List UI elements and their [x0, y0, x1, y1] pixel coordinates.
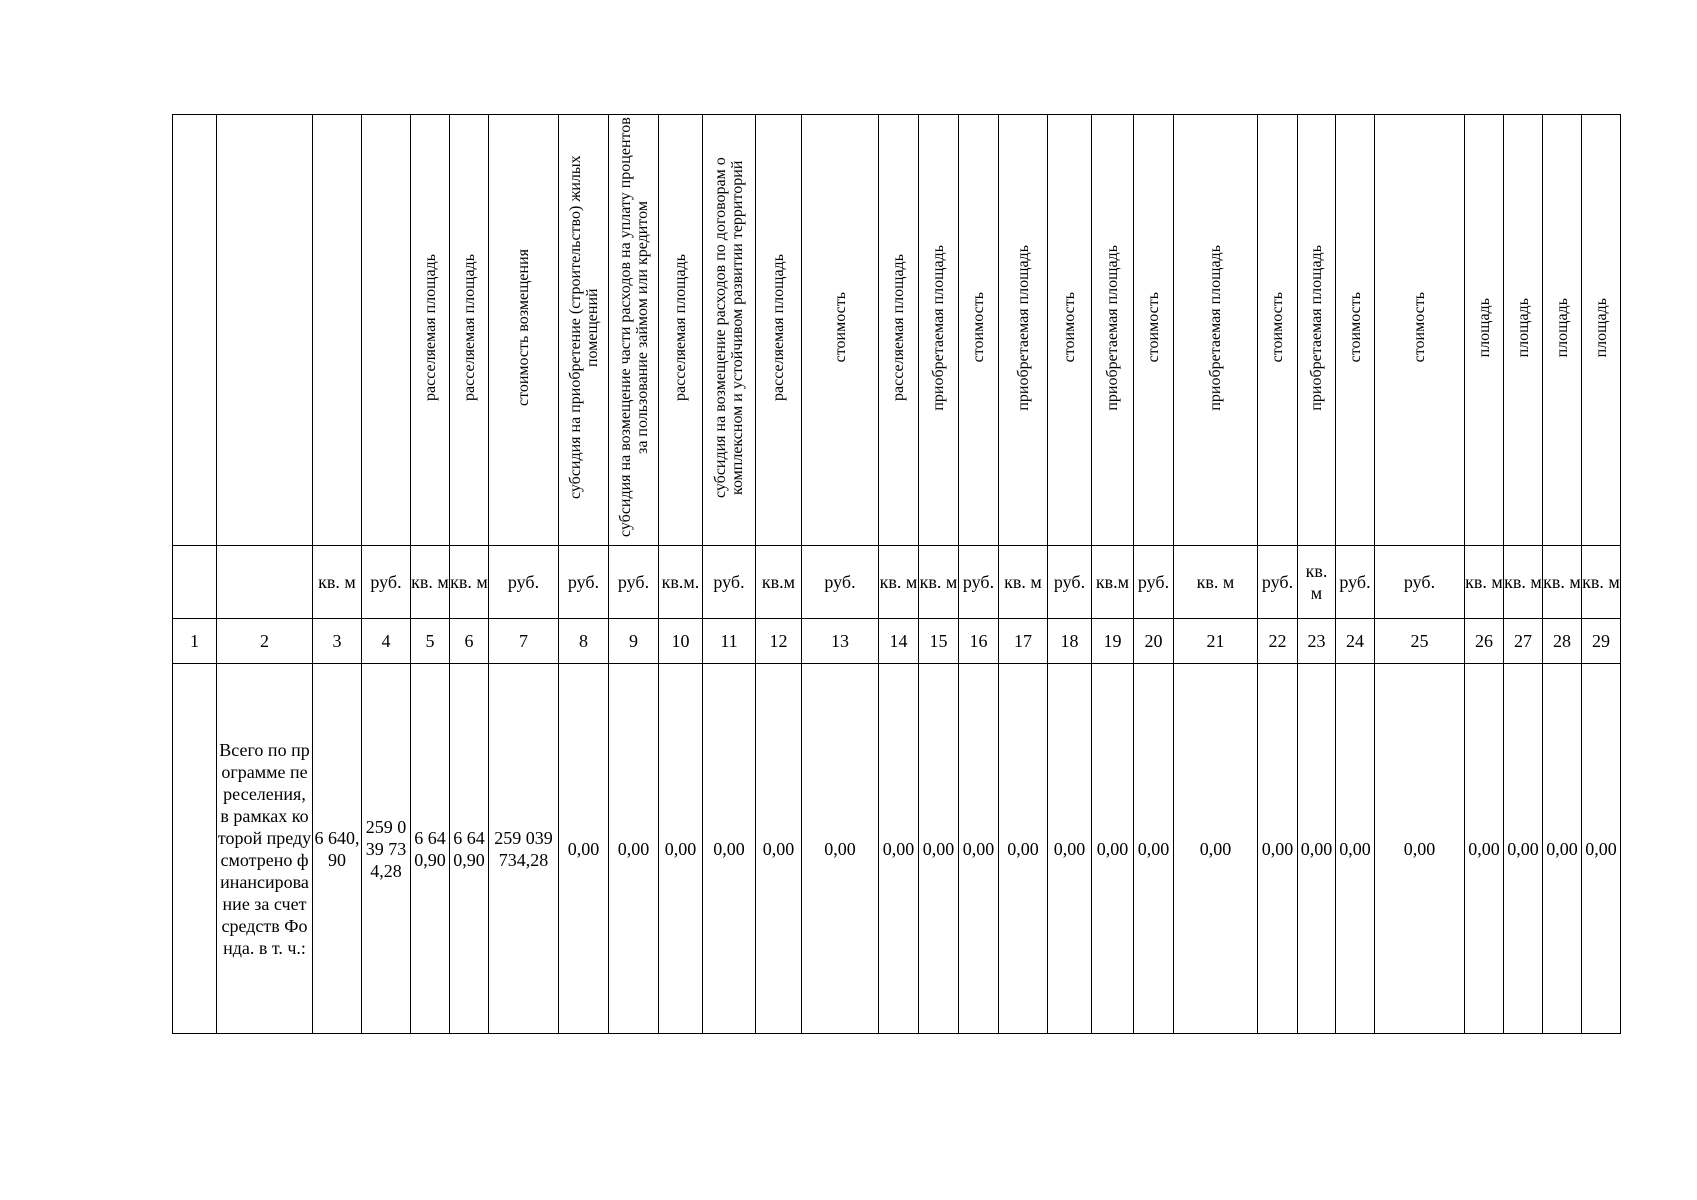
column-number-cell: 22: [1258, 619, 1298, 664]
column-number-cell: 18: [1048, 619, 1092, 664]
value-cell: 6 640,90: [450, 664, 489, 1034]
column-number-cell: 11: [703, 619, 756, 664]
column-number-cell: 14: [879, 619, 919, 664]
unit-cell: кв.м: [756, 546, 802, 619]
unit-cell: кв. м: [313, 546, 362, 619]
header-label: приобретаемая площадь: [1104, 244, 1121, 411]
header-label: расселяемая площадь: [672, 254, 689, 401]
column-number-row: [173, 619, 1621, 664]
value-cell: 0,00: [659, 664, 703, 1034]
column-number-cell: 28: [1543, 619, 1582, 664]
header-cell: [879, 115, 919, 546]
column-number-cell: 2: [217, 619, 313, 664]
header-cell: [1092, 115, 1134, 546]
unit-cell: кв. м: [999, 546, 1048, 619]
unit-cell: руб.: [1336, 546, 1375, 619]
column-number-cell: 3: [313, 619, 362, 664]
header-label: стоимость: [1145, 292, 1162, 363]
value-cell: 0,00: [1543, 664, 1582, 1034]
column-number-cell: 7: [489, 619, 559, 664]
header-cell: [313, 115, 362, 546]
header-label: приобретаемая площадь: [1014, 244, 1032, 411]
unit-cell: кв. м: [919, 546, 959, 619]
unit-cell: кв. м: [411, 546, 450, 619]
header-cell: [659, 115, 703, 546]
value-cell: 0,00: [1375, 664, 1465, 1034]
header-label: субсидия на приобретение (строительство) жилых помещений: [566, 155, 601, 500]
unit-cell: кв. м: [1465, 546, 1504, 619]
header-label: площадь: [1553, 297, 1571, 358]
value-cell: 0,00: [1134, 664, 1174, 1034]
column-number-cell: 5: [411, 619, 450, 664]
column-number-cell: 27: [1504, 619, 1543, 664]
column-number-cell: 19: [1092, 619, 1134, 664]
value-cell: 259 039 734,28: [362, 664, 411, 1034]
column-number-cell: 10: [659, 619, 703, 664]
header-cell: [919, 115, 959, 546]
value-cell: 0,00: [879, 664, 919, 1034]
header-cell: [1174, 115, 1258, 546]
header-label: расселяемая площадь: [421, 254, 439, 401]
column-number-cell: 15: [919, 619, 959, 664]
unit-cell: руб.: [959, 546, 999, 619]
unit-cell: руб.: [1375, 546, 1465, 619]
header-cell: [959, 115, 999, 546]
column-number-cell: 26: [1465, 619, 1504, 664]
column-number-cell: 16: [959, 619, 999, 664]
header-label: приобретаемая площадь: [1308, 244, 1325, 411]
header-cell: [802, 115, 879, 546]
header-cell: [1375, 115, 1465, 546]
unit-cell: кв. м: [1543, 546, 1582, 619]
header-label: стоимость: [831, 292, 849, 363]
header-cell: [411, 115, 450, 546]
header-cell: [362, 115, 411, 546]
value-cell: 6 640,90: [411, 664, 450, 1034]
column-number-cell: 1: [173, 619, 217, 664]
unit-cell: руб.: [362, 546, 411, 619]
column-number-cell: 6: [450, 619, 489, 664]
column-number-cell: 9: [609, 619, 659, 664]
unit-cell: руб.: [703, 546, 756, 619]
value-cell: 0,00: [1582, 664, 1621, 1034]
value-cell: 0,00: [1048, 664, 1092, 1034]
value-cell: 0,00: [703, 664, 756, 1034]
header-cell: [1336, 115, 1375, 546]
value-cell: 0,00: [1092, 664, 1134, 1034]
header-label: стоимость: [1269, 292, 1286, 363]
header-cell: [1543, 115, 1582, 546]
unit-cell: кв. м: [1582, 546, 1621, 619]
header-cell: [1134, 115, 1174, 546]
data-table: [172, 114, 1621, 1034]
header-cell: [1504, 115, 1543, 546]
unit-cell: кв.м: [1092, 546, 1134, 619]
header-label: приобретаемая площадь: [1207, 244, 1224, 411]
value-cell: 0,00: [756, 664, 802, 1034]
unit-cell: руб.: [802, 546, 879, 619]
header-label: площадь: [1475, 297, 1493, 358]
header-label: стоимость: [1346, 292, 1364, 363]
header-cell: [489, 115, 559, 546]
header-label: приобретаемая площадь: [930, 244, 947, 411]
header-cell: [1582, 115, 1621, 546]
units-row: [173, 546, 1621, 619]
column-number-cell: 8: [559, 619, 609, 664]
value-cell: 0,00: [559, 664, 609, 1034]
unit-cell: кв.м.: [659, 546, 703, 619]
value-cell: 259 039 734,28: [489, 664, 559, 1034]
header-label: стоимость: [1411, 292, 1428, 363]
header-cell: [1465, 115, 1504, 546]
header-cell: [1298, 115, 1336, 546]
value-cell: 0,00: [609, 664, 659, 1034]
column-number-cell: 20: [1134, 619, 1174, 664]
unit-cell: кв. м: [450, 546, 489, 619]
unit-cell: руб.: [489, 546, 559, 619]
header-label: стоимость: [1061, 292, 1078, 363]
column-number-cell: 4: [362, 619, 411, 664]
header-cell: [1048, 115, 1092, 546]
column-number-cell: 13: [802, 619, 879, 664]
unit-cell: [173, 546, 217, 619]
header-cell: [609, 115, 659, 546]
unit-cell: кв. м: [1504, 546, 1543, 619]
header-label: расселяемая площадь: [890, 254, 907, 401]
value-cell: 0,00: [1465, 664, 1504, 1034]
value-cell: 0,00: [1174, 664, 1258, 1034]
header-cell: [999, 115, 1048, 546]
value-cell: 0,00: [999, 664, 1048, 1034]
header-row: [173, 115, 1621, 546]
column-number-cell: 21: [1174, 619, 1258, 664]
header-cell: [1258, 115, 1298, 546]
column-number-cell: 24: [1336, 619, 1375, 664]
value-cell: 0,00: [1504, 664, 1543, 1034]
value-cell: 6 640,90: [313, 664, 362, 1034]
header-label: площадь: [1592, 297, 1610, 358]
unit-cell: руб.: [609, 546, 659, 619]
value-cell: 0,00: [959, 664, 999, 1034]
header-cell: [703, 115, 756, 546]
column-number-cell: 25: [1375, 619, 1465, 664]
header-label: площадь: [1514, 297, 1532, 358]
header-label: стоимость возмещения: [515, 248, 532, 407]
table-row: [173, 664, 1621, 1034]
unit-cell: руб.: [1134, 546, 1174, 619]
value-cell: 0,00: [1298, 664, 1336, 1034]
unit-cell: кв. м: [1174, 546, 1258, 619]
header-label: расселяемая площадь: [770, 254, 787, 401]
header-label: расселяемая площадь: [460, 254, 478, 401]
unit-cell: руб.: [559, 546, 609, 619]
header-label: субсидия на возмещение расходов по договорам о комплексном и устойчивом развитии территорий: [712, 157, 746, 498]
unit-cell: кв. м: [1298, 546, 1336, 619]
header-label: стоимость: [970, 292, 987, 363]
header-label: субсидия на возмещение части расходов на уплату процентов за пользование займом или кредитом: [616, 117, 651, 538]
unit-cell: руб.: [1258, 546, 1298, 619]
unit-cell: руб.: [1048, 546, 1092, 619]
value-cell: 0,00: [802, 664, 879, 1034]
header-cell: [450, 115, 489, 546]
header-cell: [756, 115, 802, 546]
value-cell: 0,00: [1258, 664, 1298, 1034]
header-cell: [217, 115, 313, 546]
unit-cell: [217, 546, 313, 619]
unit-cell: кв. м: [879, 546, 919, 619]
value-cell: 0,00: [919, 664, 959, 1034]
column-number-cell: 23: [1298, 619, 1336, 664]
row-label-cell: Всего по программе переселения, в рамках которой предусмотрено финансирование за счет средств Фонда. в т. ч.:: [217, 664, 313, 1034]
column-number-cell: 17: [999, 619, 1048, 664]
header-cell: [173, 115, 217, 546]
header-cell: [559, 115, 609, 546]
value-cell: 0,00: [1336, 664, 1375, 1034]
value-cell: [173, 664, 217, 1034]
column-number-cell: 29: [1582, 619, 1621, 664]
column-number-cell: 12: [756, 619, 802, 664]
